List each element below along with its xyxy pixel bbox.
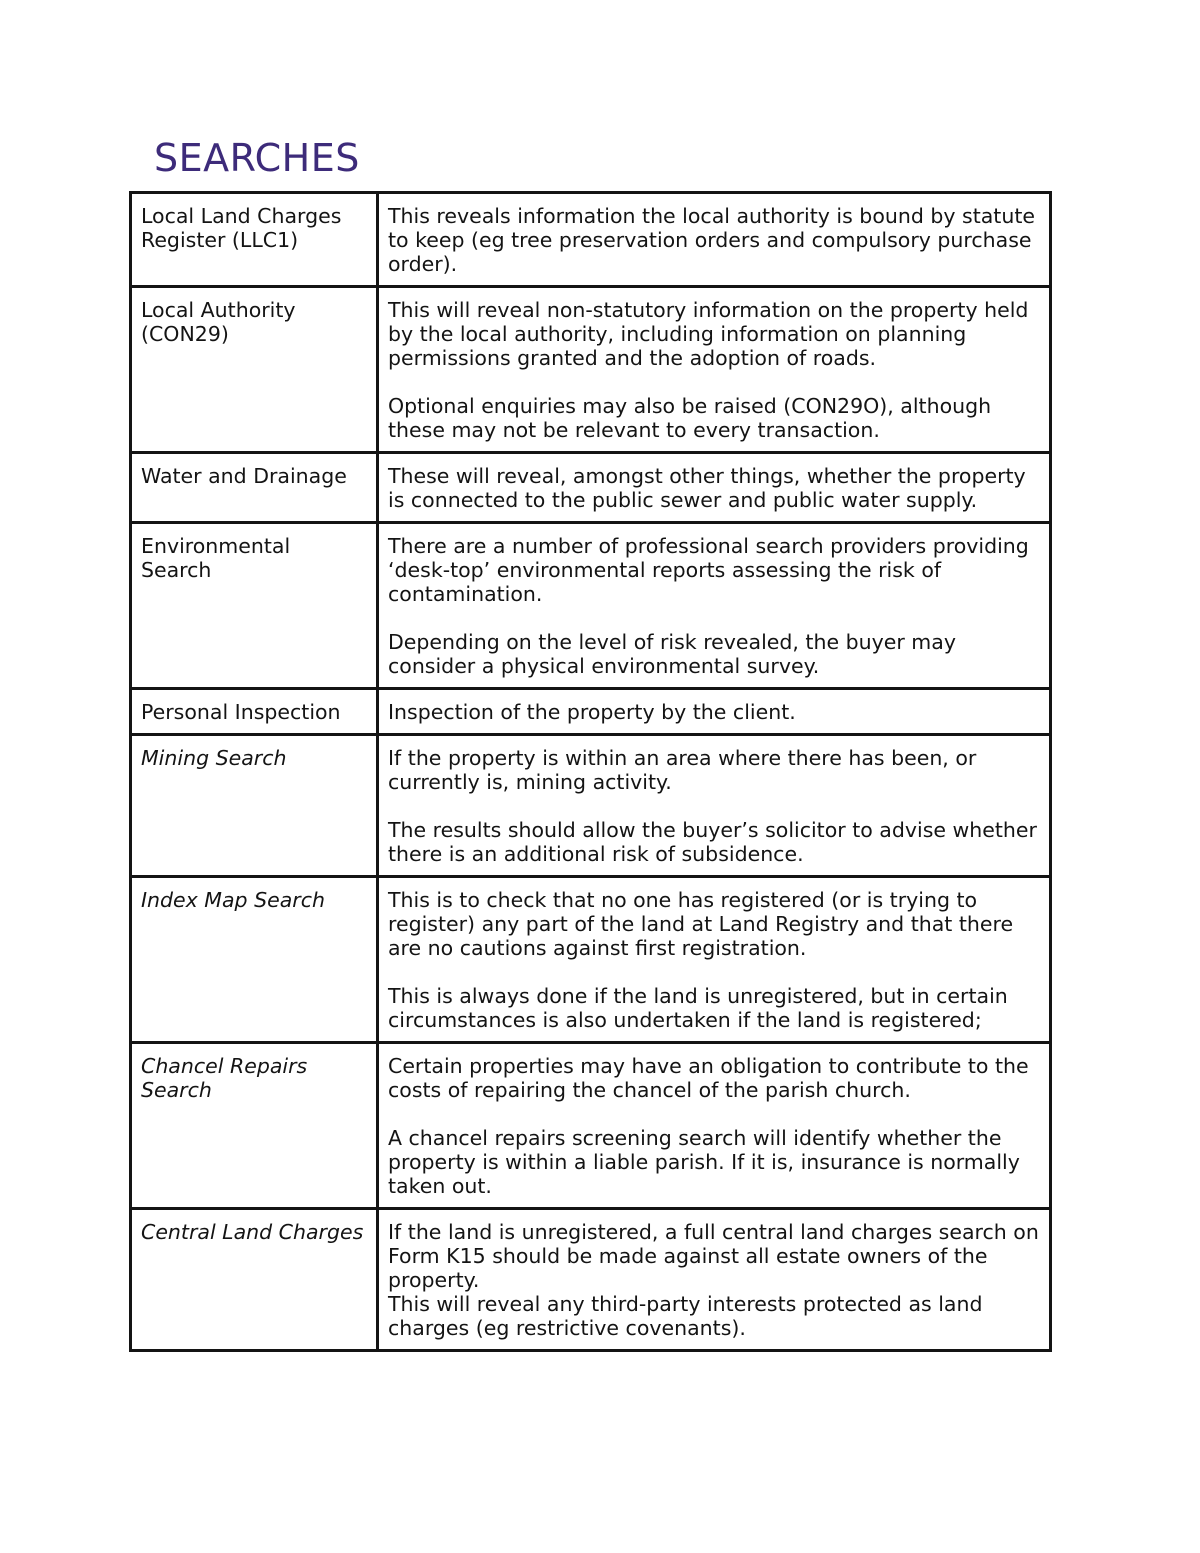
table-row: [131, 735, 1051, 877]
description-paragraph: Inspection of the property by the client.: [388, 700, 796, 724]
description-paragraph: There are a number of professional search providers providing ‘desk-top’ environmental reports assessing the risk of contamination.: [388, 534, 1029, 606]
search-description: [378, 1043, 1051, 1209]
search-description: [378, 193, 1051, 287]
description-paragraph: Optional enquiries may also be raised (CON29O), although these may not be relevant to every transaction.: [388, 394, 992, 442]
search-name: Local Authority (CON29): [131, 287, 378, 453]
table-row: [131, 1043, 1051, 1209]
description-paragraph: Certain properties may have an obligation to contribute to the costs of repairing the chancel of the parish church.: [388, 1054, 1029, 1102]
search-name: Environmental Search: [131, 523, 378, 689]
search-description: [378, 1209, 1051, 1351]
search-name: Personal Inspection: [131, 689, 378, 735]
search-description: [378, 689, 1051, 735]
search-description: [378, 523, 1051, 689]
search-name: Local Land Charges Register (LLC1): [131, 193, 378, 287]
search-description: [378, 877, 1051, 1043]
table-row: [131, 453, 1051, 523]
table-row: [131, 689, 1051, 735]
page-title: SEARCHES: [154, 136, 360, 180]
description-paragraph: These will reveal, amongst other things, whether the property is connected to the public sewer and public water supply.: [388, 464, 1026, 512]
search-name: Central Land Charges: [131, 1209, 378, 1351]
search-name: Mining Search: [131, 735, 378, 877]
search-name: Index Map Search: [131, 877, 378, 1043]
table-row: [131, 287, 1051, 453]
description-paragraph: The results should allow the buyer’s solicitor to advise whether there is an additional risk of subsidence.: [388, 818, 1037, 866]
search-description: [378, 735, 1051, 877]
table-row: [131, 193, 1051, 287]
search-description: [378, 453, 1051, 523]
description-paragraph: This will reveal any third-party interests protected as land charges (eg restrictive covenants).: [388, 1292, 983, 1340]
description-paragraph: If the land is unregistered, a full central land charges search on Form K15 should be made against all estate owners of the property.: [388, 1220, 1039, 1292]
table-row: [131, 523, 1051, 689]
description-paragraph: This is always done if the land is unregistered, but in certain circumstances is also undertaken if the land is registered;: [388, 984, 1008, 1032]
search-name: Water and Drainage: [131, 453, 378, 523]
table-row: [131, 877, 1051, 1043]
description-paragraph: A chancel repairs screening search will identify whether the property is within a liable parish. If it is, insurance is normally taken out.: [388, 1126, 1020, 1198]
searches-table-body: [131, 193, 1051, 1351]
description-paragraph: This reveals information the local authority is bound by statute to keep (eg tree preservation orders and compulsory purchase order).: [388, 204, 1035, 276]
description-paragraph: This will reveal non-statutory information on the property held by the local authority, including information on planning permissions granted and the adoption of roads.: [388, 298, 1029, 370]
searches-table: [129, 191, 1052, 1352]
description-paragraph: Depending on the level of risk revealed, the buyer may consider a physical environmental survey.: [388, 630, 956, 678]
search-description: [378, 287, 1051, 453]
description-paragraph: This is to check that no one has registered (or is trying to register) any part of the land at Land Registry and that there are no cautions against first registration.: [388, 888, 1014, 960]
search-name: Chancel Repairs Search: [131, 1043, 378, 1209]
description-paragraph: If the property is within an area where there has been, or currently is, mining activity.: [388, 746, 977, 794]
table-row: [131, 1209, 1051, 1351]
